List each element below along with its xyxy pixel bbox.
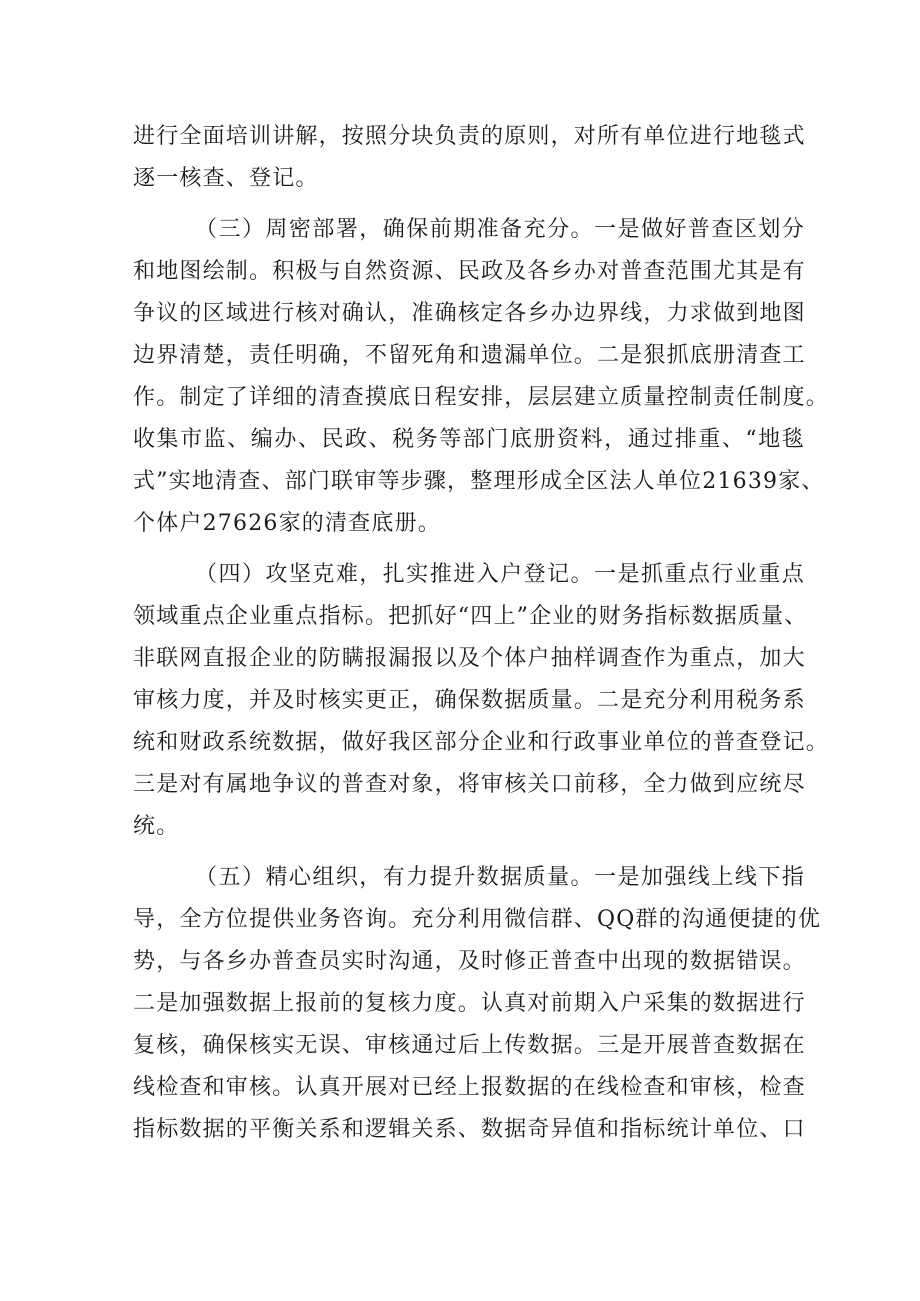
text-line: 二是加强数据上报前的复核力度。认真对前期入户采集的数据进行 xyxy=(133,991,806,1016)
text-line: （五）精心组织，有力提升数据质量。一是加强线上线下指 xyxy=(195,865,805,890)
text-line: （四）攻坚克难，扎实推进入户登记。一是抓重点行业重点 xyxy=(195,562,805,587)
paragraph-continuation xyxy=(133,116,805,200)
text-line: 三是对有属地争议的普查对象，将审核关口前移，全力做到应统尽 xyxy=(133,772,806,797)
text-line: 线检查和审核。认真开展对已经上报数据的在线检查和审核，检查 xyxy=(133,1075,806,1100)
text-line: 复核，确保核实无误、审核通过后上传数据。三是开展普查数据在 xyxy=(133,1033,806,1058)
paragraph-section-4 xyxy=(133,554,830,848)
text-line: 作。制定了详细的清查摸底日程安排，层层建立质量控制责任制度。 xyxy=(133,385,830,410)
text-line: 争议的区域进行核对确认，准确核定各乡办边界线，力求做到地图 xyxy=(133,301,806,326)
text-line: 式”实地清查、部门联审等步骤，整理形成全区法人单位21639家、 xyxy=(133,469,825,494)
text-line: 统和财政系统数据，做好我区部分企业和行政事业单位的普查登记。 xyxy=(133,730,830,755)
text-line: 边界清楚，责任明确，不留死角和遗漏单位。二是狠抓底册清查工 xyxy=(133,343,806,368)
text-line: 非联网直报企业的防瞒报漏报以及个体户抽样调查作为重点，加大 xyxy=(133,646,806,671)
paragraph-section-5 xyxy=(133,857,822,1151)
text-line: 统。 xyxy=(133,814,180,839)
text-line: 审核力度，并及时核实更正，确保数据质量。二是充分利用税务系 xyxy=(133,688,806,713)
text-line: 势，与各乡办普查员实时沟通，及时修正普查中出现的数据错误。 xyxy=(133,949,806,974)
text-line: 导，全方位提供业务咨询。充分利用微信群、QQ群的沟通便捷的优 xyxy=(133,907,822,932)
text-line: 收集市监、编办、民政、税务等部门底册资料，通过排重、“地毯 xyxy=(133,427,805,452)
text-line: 和地图绘制。积极与自然资源、民政及各乡办对普查范围尤其是有 xyxy=(133,259,806,284)
text-line: 逐一核查、登记。 xyxy=(133,166,319,191)
text-line: （三）周密部署，确保前期准备充分。一是做好普查区划分 xyxy=(195,217,805,242)
document-body xyxy=(133,116,830,1160)
text-line: 指标数据的平衡关系和逻辑关系、数据奇异值和指标统计单位、口 xyxy=(133,1117,806,1142)
text-line: 进行全面培训讲解，按照分块负责的原则，对所有单位进行地毯式 xyxy=(133,124,806,149)
paragraph-section-3 xyxy=(133,209,830,545)
text-line: 个体户27626家的清查底册。 xyxy=(133,511,441,536)
text-line: 领域重点企业重点指标。把抓好“四上”企业的财务指标数据质量、 xyxy=(133,604,808,629)
